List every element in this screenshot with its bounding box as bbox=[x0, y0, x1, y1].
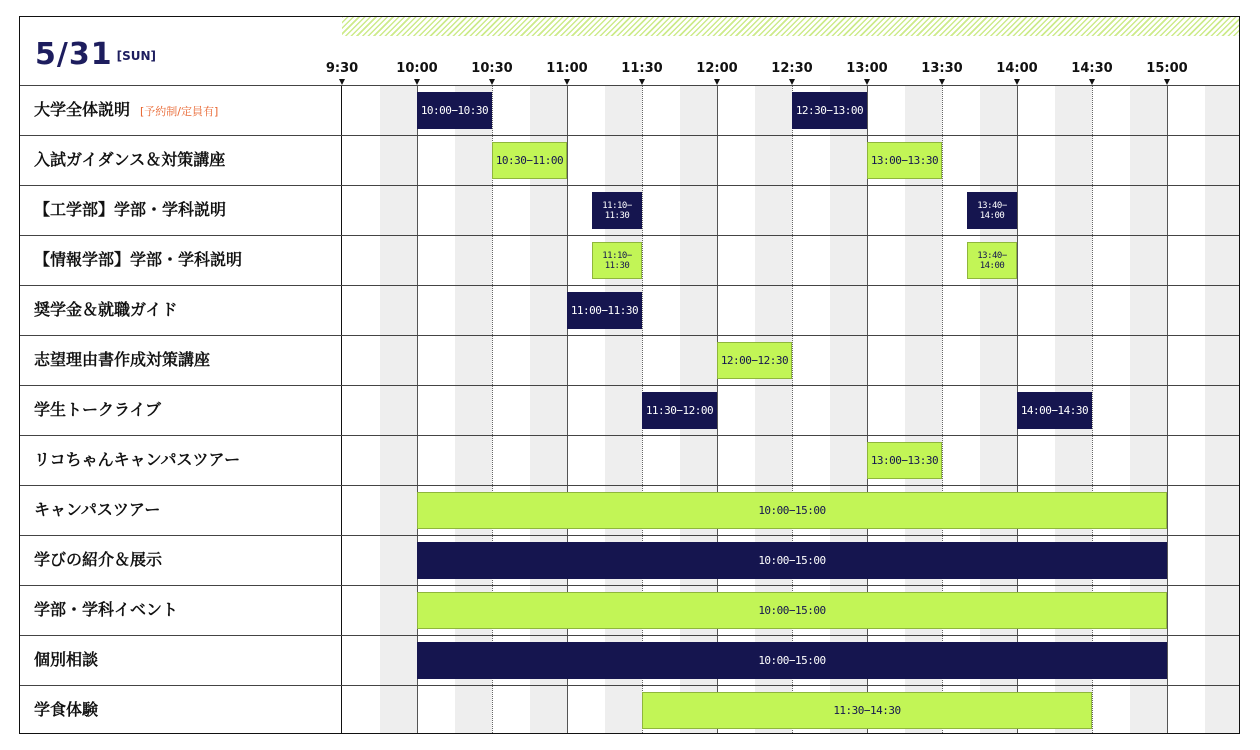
time-gridline bbox=[567, 85, 568, 734]
session-block[interactable] bbox=[592, 242, 642, 279]
row-divider bbox=[20, 85, 1239, 86]
time-label: 15:00 bbox=[1146, 61, 1188, 76]
session-time-text: 11:30−12:00 bbox=[645, 404, 714, 417]
program-name: 大学全体説明 bbox=[34, 100, 131, 119]
time-gridline bbox=[717, 85, 718, 734]
program-label bbox=[34, 285, 178, 335]
session-time-text: 14:00−14:30 bbox=[1020, 404, 1089, 417]
time-stripe bbox=[380, 85, 418, 734]
time-label: 10:30 bbox=[471, 61, 513, 76]
session-time-text: 10:00−15:00 bbox=[758, 504, 826, 517]
program-label bbox=[34, 685, 98, 734]
session-block[interactable] bbox=[567, 292, 642, 329]
program-label bbox=[34, 135, 225, 185]
session-time-text: 13:40− 14:00 bbox=[977, 200, 1007, 221]
session-block[interactable] bbox=[792, 92, 867, 129]
row-divider bbox=[20, 635, 1239, 636]
row-divider bbox=[20, 485, 1239, 486]
date-text: 5/31 bbox=[35, 37, 113, 72]
program-name: 個別相談 bbox=[34, 650, 99, 669]
session-block[interactable] bbox=[717, 342, 792, 379]
session-block[interactable] bbox=[592, 192, 642, 229]
time-gridline bbox=[867, 85, 868, 734]
session-time-text: 12:00−12:30 bbox=[720, 354, 789, 367]
time-label: 12:00 bbox=[696, 61, 738, 76]
program-label bbox=[34, 535, 162, 585]
weekday-text: [SUN] bbox=[116, 49, 156, 63]
session-block[interactable] bbox=[1017, 392, 1092, 429]
time-label: 14:30 bbox=[1071, 61, 1113, 76]
session-time-text: 11:30−14:30 bbox=[833, 704, 901, 717]
session-time-text: 10:30−11:00 bbox=[495, 154, 564, 167]
program-name: 奨学金＆就職ガイド bbox=[34, 300, 178, 319]
program-label bbox=[34, 485, 160, 535]
session-block[interactable] bbox=[417, 492, 1167, 529]
session-block[interactable] bbox=[417, 92, 492, 129]
program-label bbox=[34, 235, 242, 285]
row-divider bbox=[20, 385, 1239, 386]
session-block[interactable] bbox=[417, 542, 1167, 579]
session-block[interactable] bbox=[642, 692, 1092, 729]
time-gridline bbox=[417, 85, 418, 734]
time-stripe bbox=[455, 85, 493, 734]
row-divider bbox=[20, 185, 1239, 186]
time-stripe bbox=[1130, 85, 1168, 734]
session-time-text: 11:10− 11:30 bbox=[602, 250, 632, 271]
row-divider bbox=[20, 685, 1239, 686]
session-time-text: 13:00−13:30 bbox=[870, 154, 939, 167]
program-label bbox=[34, 85, 218, 135]
session-block[interactable] bbox=[867, 142, 942, 179]
program-label bbox=[34, 385, 161, 435]
program-name: 【工学部】学部・学科説明 bbox=[34, 200, 227, 219]
time-gridline bbox=[792, 85, 793, 734]
time-label: 11:00 bbox=[546, 61, 588, 76]
program-name: 学部・学科イベント bbox=[34, 600, 179, 619]
session-time-text: 10:00−15:00 bbox=[758, 604, 826, 617]
time-label: 14:00 bbox=[996, 61, 1038, 76]
time-label: 11:30 bbox=[621, 61, 663, 76]
time-stripe bbox=[605, 85, 643, 734]
time-label: 12:30 bbox=[771, 61, 813, 76]
reservation-note: [予約制/定員有] bbox=[140, 105, 219, 118]
session-time-text: 12:30−13:00 bbox=[795, 104, 864, 117]
time-stripe bbox=[905, 85, 943, 734]
time-label: 9:30 bbox=[325, 61, 359, 76]
session-time-text: 10:00−15:00 bbox=[758, 654, 826, 667]
session-block[interactable] bbox=[867, 442, 942, 479]
row-divider bbox=[20, 435, 1239, 436]
row-divider bbox=[20, 235, 1239, 236]
session-time-text: 10:00−10:30 bbox=[420, 104, 489, 117]
row-divider bbox=[20, 285, 1239, 286]
program-name: 学食体験 bbox=[34, 700, 99, 719]
schedule-table bbox=[19, 16, 1240, 734]
session-time-text: 11:00−11:30 bbox=[570, 304, 639, 317]
session-block[interactable] bbox=[967, 192, 1017, 229]
program-label bbox=[34, 635, 98, 685]
row-divider bbox=[20, 535, 1239, 536]
session-block[interactable] bbox=[417, 642, 1167, 679]
time-stripe bbox=[1205, 85, 1241, 734]
time-gridline bbox=[942, 85, 943, 734]
session-time-text: 11:10− 11:30 bbox=[602, 200, 632, 221]
row-divider bbox=[20, 335, 1239, 336]
row-divider bbox=[20, 135, 1239, 136]
time-stripe bbox=[980, 85, 1018, 734]
time-gridline bbox=[1167, 85, 1168, 734]
time-label: 10:00 bbox=[396, 61, 438, 76]
time-gridline bbox=[492, 85, 493, 734]
schedule-grid bbox=[20, 85, 1239, 734]
time-label: 13:30 bbox=[921, 61, 963, 76]
program-name: キャンパスツアー bbox=[34, 500, 161, 519]
program-label bbox=[34, 585, 178, 635]
program-name: 志望理由書作成対策講座 bbox=[34, 350, 211, 369]
program-label bbox=[34, 335, 210, 385]
program-label-column bbox=[20, 85, 342, 734]
program-name: 入試ガイダンス＆対策講座 bbox=[34, 150, 226, 169]
time-stripe bbox=[530, 85, 568, 734]
time-gridline bbox=[1092, 85, 1093, 734]
session-time-text: 10:00−15:00 bbox=[758, 554, 826, 567]
session-block[interactable] bbox=[642, 392, 717, 429]
program-name: 学生トークライブ bbox=[34, 400, 162, 419]
session-block[interactable] bbox=[417, 592, 1167, 629]
time-stripe bbox=[755, 85, 793, 734]
program-name: リコちゃんキャンパスツアー bbox=[34, 450, 241, 469]
session-block[interactable] bbox=[492, 142, 567, 179]
program-label bbox=[34, 435, 240, 485]
session-time-text: 13:00−13:30 bbox=[870, 454, 939, 467]
time-stripe bbox=[830, 85, 868, 734]
row-divider bbox=[20, 585, 1239, 586]
session-block[interactable] bbox=[967, 242, 1017, 279]
time-label: 13:00 bbox=[846, 61, 888, 76]
program-name: 【情報学部】学部・学科説明 bbox=[34, 250, 243, 269]
program-label bbox=[34, 185, 226, 235]
session-time-text: 13:40− 14:00 bbox=[977, 250, 1007, 271]
program-name: 学びの紹介＆展示 bbox=[34, 550, 163, 569]
